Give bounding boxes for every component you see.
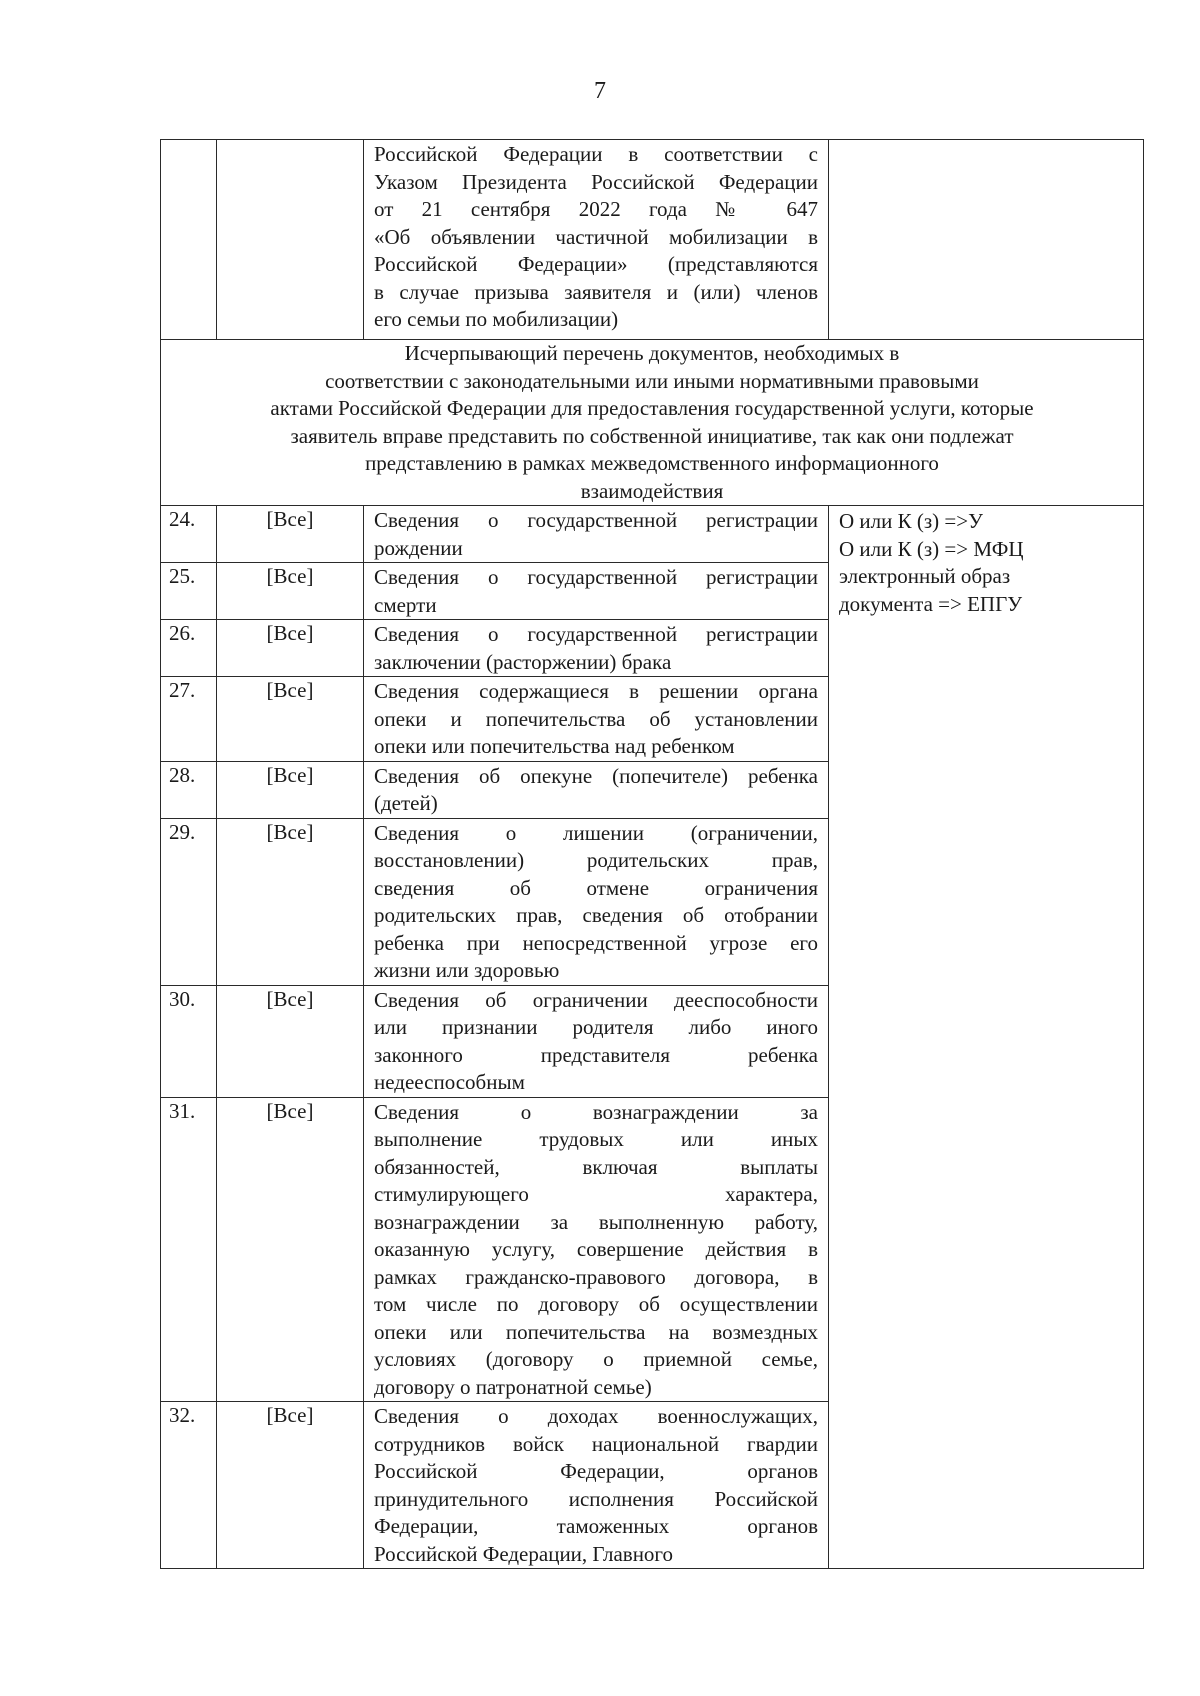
description-line: рамках гражданско-правового договора, в [374, 1264, 818, 1289]
description-line: рождении [374, 535, 463, 560]
row-number: 30. [161, 985, 217, 1097]
continuation-text-line: его семьи по мобилизации) [374, 307, 619, 331]
description-line: опеки или попечительства над ребенком [374, 734, 735, 758]
description-line: Сведения о государственной регистрации [374, 508, 818, 532]
continuation-text-line: в случае призыва заявителя и (или) членов [374, 279, 818, 304]
description-line: Сведения о доходах военнослужащих, [374, 1404, 818, 1428]
description-line: недееспособным [374, 1070, 525, 1094]
description-line: сведения об отмене ограничения [374, 875, 818, 900]
section-heading-row [161, 340, 1144, 506]
row-number: 27. [161, 677, 217, 762]
description-line: выполнение трудовых или иных [374, 1127, 818, 1151]
row-applicant-group: [Все] [217, 506, 364, 563]
section-heading [161, 340, 1144, 506]
row-applicant-group: [Все] [217, 1402, 364, 1569]
description-line: восстановлении) родительских прав, [374, 848, 818, 872]
submission-note-line: электронный образ [839, 564, 1011, 588]
continuation-row [161, 140, 1144, 340]
section-heading-line: соответствии с законодательными или иными нормативными правовыми [325, 368, 979, 393]
continuation-group-cell [217, 140, 364, 340]
description-line: Российской Федерации, Главного [374, 1541, 674, 1566]
continuation-text-cell [364, 140, 829, 340]
row-applicant-group: [Все] [217, 1097, 364, 1402]
row-document-description [364, 620, 829, 677]
continuation-text-line: от 21 сентября 2022 года № 647 [374, 197, 818, 221]
submission-note-line: О или К (з) =>У [839, 509, 983, 533]
continuation-num-cell [161, 140, 217, 340]
description-line: обязанностей, включая выплаты [374, 1154, 818, 1179]
row-document-description [364, 1097, 829, 1402]
description-line: условиях (договору о приемной семье, [374, 1347, 818, 1371]
row-document-description [364, 761, 829, 818]
description-line: Федерации, таможенных органов [374, 1514, 818, 1538]
description-line: (детей) [374, 791, 438, 815]
description-line: опеки и попечительства об установлении [374, 706, 818, 731]
row-document-description [364, 818, 829, 985]
documents-table-body [161, 140, 1144, 1569]
row-document-description [364, 677, 829, 762]
description-line: смерти [374, 592, 437, 617]
description-line: Российской Федерации, органов [374, 1459, 818, 1483]
documents-table [160, 139, 1144, 1569]
continuation-text-line: Российской Федерации в соответствии с [374, 142, 818, 166]
row-applicant-group: [Все] [217, 677, 364, 762]
row-number: 29. [161, 818, 217, 985]
description-line: принудительного исполнения Российской [374, 1486, 818, 1511]
continuation-text-line: Российской Федерации» (представляются [374, 252, 818, 276]
row-applicant-group: [Все] [217, 818, 364, 985]
row-number: 32. [161, 1402, 217, 1569]
continuation-note-cell [829, 140, 1144, 340]
description-line: Сведения об ограничении дееспособности [374, 987, 818, 1012]
description-line: договору о патронатной семье) [374, 1374, 652, 1399]
description-line: Сведения о государственной регистрации [374, 622, 818, 646]
table-row [161, 506, 1144, 563]
row-applicant-group: [Все] [217, 761, 364, 818]
description-line: Сведения содержащиеся в решении органа [374, 679, 818, 703]
description-line: законного представителя ребенка [374, 1042, 818, 1067]
row-applicant-group: [Все] [217, 620, 364, 677]
section-heading-line: представлению в рамках межведомственного информационного [365, 451, 939, 475]
row-number: 25. [161, 563, 217, 620]
section-heading-line: заявитель вправе представить по собственной инициативе, так как они подлежат [290, 423, 1014, 448]
continuation-text-line: Указом Президента Российской Федерации [374, 169, 818, 194]
description-line: сотрудников войск национальной гвардии [374, 1431, 818, 1456]
row-number: 26. [161, 620, 217, 677]
section-heading-line: взаимодействия [580, 478, 724, 503]
description-line: родительских прав, сведения об отобрании [374, 903, 818, 927]
row-applicant-group: [Все] [217, 563, 364, 620]
row-document-description [364, 1402, 829, 1569]
section-heading-line: актами Российской Федерации для предоставления государственной услуги, которые [270, 396, 1034, 420]
description-line: оказанную услугу, совершение действия в [374, 1237, 818, 1261]
description-line: ребенка при непосредственной угрозе его [374, 930, 818, 955]
description-line: Сведения об опекуне (попечителе) ребенка [374, 763, 818, 788]
row-document-description [364, 985, 829, 1097]
description-line: Сведения о вознаграждении за [374, 1099, 818, 1124]
submission-method-note [829, 506, 1144, 1569]
row-document-description [364, 563, 829, 620]
submission-note-line: О или К (з) => МФЦ [839, 536, 1024, 561]
row-number: 28. [161, 761, 217, 818]
description-line: Сведения о государственной регистрации [374, 565, 818, 589]
section-heading-line: Исчерпывающий перечень документов, необходимых в [404, 341, 900, 365]
description-line: заключении (расторжении) брака [374, 649, 672, 674]
description-line: Сведения о лишении (ограничении, [374, 820, 818, 845]
submission-note-line: документа => ЕПГУ [839, 591, 1023, 616]
page-number: 7 [594, 78, 606, 104]
row-applicant-group: [Все] [217, 985, 364, 1097]
description-line: том числе по договору об осуществлении [374, 1292, 818, 1316]
description-line: стимулирующего характера, [374, 1182, 818, 1206]
row-number: 31. [161, 1097, 217, 1402]
continuation-text-line: «Об объявлении частичной мобилизации в [374, 224, 818, 249]
description-line: или признании родителя либо иного [374, 1015, 818, 1039]
description-line: вознаграждении за выполненную работу, [374, 1209, 818, 1234]
row-number: 24. [161, 506, 217, 563]
row-document-description [364, 506, 829, 563]
description-line: опеки или попечительства на возмездных [374, 1319, 818, 1344]
description-line: жизни или здоровью [374, 958, 560, 982]
